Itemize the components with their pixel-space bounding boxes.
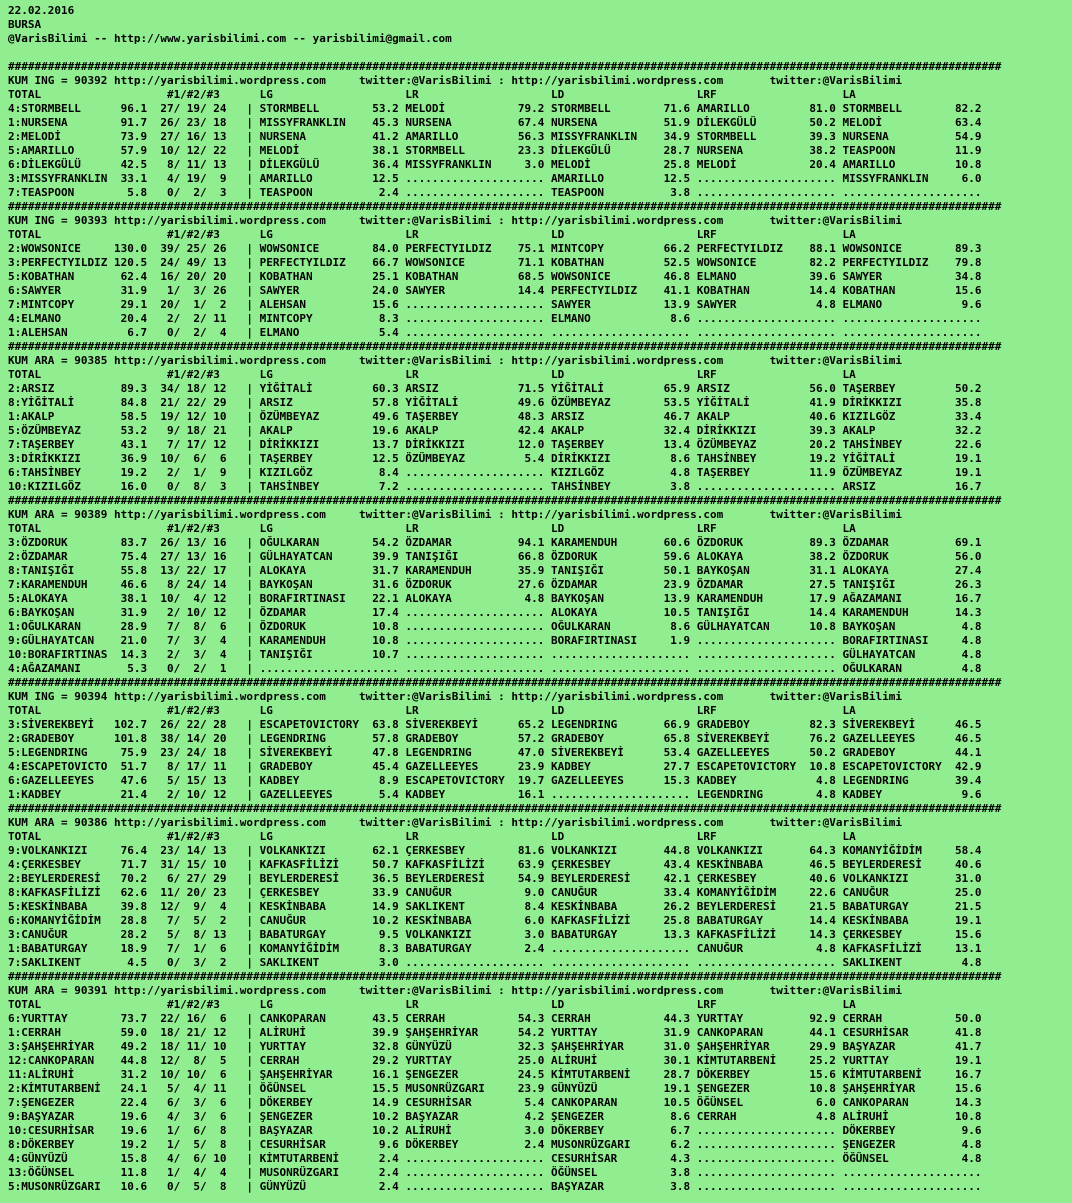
race-title: KUM ARA = 90386 http://yarisbilimi.wordpress.com twitter:@VarisBilimi : http://yarisbilimi.wordpress.com twitter:@VarisBilimi xyxy=(8,816,903,829)
section-rule: ###################################################################################################################################################### xyxy=(8,200,1002,213)
race-row: 3:MISSYFRANKLIN 33.1 4/ 19/ 9 | AMARILLO 12.5 ..................... AMARILLO 12.5 ..................... MISSYFRANKLIN 6.0 xyxy=(8,172,982,185)
section-rule: ###################################################################################################################################################### xyxy=(8,676,1002,689)
race-row: 2:MELODİ 73.9 27/ 16/ 13 | NURSENA 41.2 AMARILLO 56.3 MISSYFRANKLIN 34.9 STORMBELL 39.3 NURSENA 54.9 xyxy=(8,130,982,143)
race-row: 4:AĞAZAMANI 5.3 0/ 2/ 1 | ..................... ..................... ..................... ..................... OĞULKARAN 4.8 xyxy=(8,662,982,675)
race-row: 8:KAFKASFİLİZİ 62.6 11/ 20/ 23 | ÇERKESBEY 33.9 CANUĞUR 9.0 CANUĞUR 33.4 KOMANYİĞİDİM 22.6 CANUĞUR 25.0 xyxy=(8,886,982,899)
race-row: 2:GRADEBOY 101.8 38/ 14/ 20 | LEGENDRING 57.8 GRADEBOY 57.2 GRADEBOY 65.8 SİVEREKBEYİ 76.2 GAZELLEEYES 46.5 xyxy=(8,732,982,745)
race-row: 7:KARAMENDUH 46.6 8/ 24/ 14 | BAYKOŞAN 31.6 ÖZDORUK 27.6 ÖZDAMAR 23.9 ÖZDAMAR 27.5 TANIŞIĞI 26.3 xyxy=(8,578,982,591)
race-row: 10:KIZILGÖZ 16.0 0/ 8/ 3 | TAHSİNBEY 7.2 ..................... TAHSİNBEY 3.8 ..................... ARSIZ 16.7 xyxy=(8,480,982,493)
race-row: 12:CANKOPARAN 44.8 12/ 8/ 5 | CERRAH 29.2 YURTTAY 25.0 ALİRUHİ 30.1 KİMTUTARBENİ 25.2 YURTTAY 19.1 xyxy=(8,1054,982,1067)
race-row: 2:ARSIZ 89.3 34/ 18/ 12 | YİĞİTALİ 60.3 ARSIZ 71.5 YİĞİTALİ 65.9 ARSIZ 56.0 TAŞERBEY 50.2 xyxy=(8,382,982,395)
race-row: 6:KOMANYİĞİDİM 28.8 7/ 5/ 2 | CANUĞUR 10.2 KESKİNBABA 6.0 KAFKASFİLİZİ 25.8 BABATURGAY 14.4 KESKİNBABA 19.1 xyxy=(8,914,982,927)
race-row: 7:ŞENGEZER 22.4 6/ 3/ 6 | DÖKERBEY 14.9 CESURHİSAR 5.4 CANKOPARAN 10.5 ÖĞÜNSEL 6.0 CANKOPARAN 14.3 xyxy=(8,1096,982,1109)
race-row: 9:GÜLHAYATCAN 21.0 7/ 3/ 4 | KARAMENDUH 10.8 ..................... BORAFIRTINASI 1.9 ..................... BORAFIRTINASI 4.8 xyxy=(8,634,982,647)
race-column-header: TOTAL #1/#2/#3 LG LR LD LRF LA xyxy=(8,704,856,717)
race-row: 7:MINTCOPY 29.1 20/ 1/ 2 | ALEHSAN 15.6 ..................... SAWYER 13.9 SAWYER 4.8 ELMANO 9.6 xyxy=(8,298,982,311)
race-row: 2:BEYLERDERESİ 70.2 6/ 27/ 29 | BEYLERDERESİ 36.5 BEYLERDERESİ 54.9 BEYLERDERESİ 42.1 ÇERKESBEY 40.6 VOLKANKIZI 31.0 xyxy=(8,872,982,885)
race-column-header: TOTAL #1/#2/#3 LG LR LD LRF LA xyxy=(8,88,856,101)
race-row: 4:STORMBELL 96.1 27/ 19/ 24 | STORMBELL 53.2 MELODİ 79.2 STORMBELL 71.6 AMARILLO 81.0 STORMBELL 82.2 xyxy=(8,102,982,115)
race-row: 11:ALİRUHİ 31.2 10/ 10/ 6 | ŞAHŞEHRİYAR 16.1 ŞENGEZER 24.5 KİMTUTARBENİ 28.7 DÖKERBEY 15.6 KİMTUTARBENİ 16.7 xyxy=(8,1068,982,1081)
report-contact: @VarisBilimi -- http://www.yarisbilimi.com -- yarisbilimi@gmail.com xyxy=(8,32,452,45)
race-row: 1:AKALP 58.5 19/ 12/ 10 | ÖZÜMBEYAZ 49.6 TAŞERBEY 48.3 ARSIZ 46.7 AKALP 40.6 KIZILGÖZ 33.4 xyxy=(8,410,982,423)
race-row: 5:MUSONRÜZGARI 10.6 0/ 5/ 8 | GÜNYÜZÜ 2.4 ..................... BAŞYAZAR 3.8 ..................... ..................... xyxy=(8,1180,982,1193)
race-title: KUM ING = 90393 http://yarisbilimi.wordpress.com twitter:@VarisBilimi : http://yarisbilimi.wordpress.com twitter:@VarisBilimi xyxy=(8,214,903,227)
race-title: KUM ARA = 90391 http://yarisbilimi.wordpress.com twitter:@VarisBilimi : http://yarisbilimi.wordpress.com twitter:@VarisBilimi xyxy=(8,984,903,997)
race-row: 6:TAHSİNBEY 19.2 2/ 1/ 9 | KIZILGÖZ 8.4 ..................... KIZILGÖZ 4.8 TAŞERBEY 11.9 ÖZÜMBEYAZ 19.1 xyxy=(8,466,982,479)
race-row: 4:ELMANO 20.4 2/ 2/ 11 | MINTCOPY 8.3 ..................... ELMANO 8.6 ..................... ..................... xyxy=(8,312,982,325)
race-column-header: TOTAL #1/#2/#3 LG LR LD LRF LA xyxy=(8,522,856,535)
race-row: 1:OĞULKARAN 28.9 7/ 8/ 6 | ÖZDORUK 10.8 ..................... OĞULKARAN 8.6 GÜLHAYATCAN 10.8 BAYKOŞAN 4.8 xyxy=(8,620,982,633)
race-row: 1:NURSENA 91.7 26/ 23/ 18 | MISSYFRANKLIN 45.3 NURSENA 67.4 NURSENA 51.9 DİLEKGÜLÜ 50.2 MELODİ 63.4 xyxy=(8,116,982,129)
race-row: 3:DİRİKKIZI 36.9 10/ 6/ 6 | TAŞERBEY 12.5 ÖZÜMBEYAZ 5.4 DİRİKKIZI 8.6 TAHSİNBEY 19.2 YİĞİTALİ 19.1 xyxy=(8,452,982,465)
section-rule: ###################################################################################################################################################### xyxy=(8,970,1002,983)
spacer xyxy=(8,46,1072,60)
race-row: 10:BORAFIRTINAS 14.3 2/ 3/ 4 | TANIŞIĞI 10.7 ..................... ..................... ..................... GÜLHAYATCAN 4.8 xyxy=(8,648,982,661)
race-row: 8:YİĞİTALİ 84.8 21/ 22/ 29 | ARSIZ 57.8 YİĞİTALİ 49.6 ÖZÜMBEYAZ 53.5 YİĞİTALİ 41.9 DİRİKKIZI 35.8 xyxy=(8,396,982,409)
race-column-header: TOTAL #1/#2/#3 LG LR LD LRF LA xyxy=(8,830,856,843)
race-row: 4:ESCAPETOVICTO 51.7 8/ 17/ 11 | GRADEBOY 45.4 GAZELLEEYES 23.9 KADBEY 27.7 ESCAPETOVICTORY 10.8 ESCAPETOVICTORY 42.9 xyxy=(8,760,982,773)
race-row: 3:SİVEREKBEYİ 102.7 26/ 22/ 28 | ESCAPETOVICTORY 63.8 SİVEREKBEYİ 65.2 LEGENDRING 66.9 GRADEBOY 82.3 SİVEREKBEYİ 46.5 xyxy=(8,718,982,731)
race-row: 9:BAŞYAZAR 19.6 4/ 3/ 6 | ŞENGEZER 10.2 BAŞYAZAR 4.2 ŞENGEZER 8.6 CERRAH 4.8 ALİRUHİ 10.8 xyxy=(8,1110,982,1123)
race-row: 6:SAWYER 31.9 1/ 3/ 26 | SAWYER 24.0 SAWYER 14.4 PERFECTYILDIZ 41.1 KOBATHAN 14.4 KOBATHAN 15.6 xyxy=(8,284,982,297)
race-row: 4:GÜNYÜZÜ 15.8 4/ 6/ 10 | KİMTUTARBENİ 2.4 ..................... CESURHİSAR 4.3 ..................... ÖĞÜNSEL 4.8 xyxy=(8,1152,982,1165)
race-row: 5:KOBATHAN 62.4 16/ 20/ 20 | KOBATHAN 25.1 KOBATHAN 68.5 WOWSONICE 46.8 ELMANO 39.6 SAWYER 34.8 xyxy=(8,270,982,283)
race-row: 7:TEASPOON 5.8 0/ 2/ 3 | TEASPOON 2.4 ..................... TEASPOON 3.8 ..................... ..................... xyxy=(8,186,982,199)
race-row: 3:ŞAHŞEHRİYAR 49.2 18/ 11/ 10 | YURTTAY 32.8 GÜNYÜZÜ 32.3 ŞAHŞEHRİYAR 31.0 ŞAHŞEHRİYAR 29.9 BAŞYAZAR 41.7 xyxy=(8,1040,982,1053)
race-row: 7:TAŞERBEY 43.1 7/ 17/ 12 | DİRİKKIZI 13.7 DİRİKKIZI 12.0 TAŞERBEY 13.4 ÖZÜMBEYAZ 20.2 TAHSİNBEY 22.6 xyxy=(8,438,982,451)
race-row: 5:ÖZÜMBEYAZ 53.2 9/ 18/ 21 | AKALP 19.6 AKALP 42.4 AKALP 32.4 DİRİKKIZI 39.3 AKALP 32.2 xyxy=(8,424,982,437)
race-row: 13:ÖĞÜNSEL 11.8 1/ 4/ 4 | MUSONRÜZGARI 2.4 ..................... ÖĞÜNSEL 3.8 ..................... ..................... xyxy=(8,1166,982,1179)
race-column-header: TOTAL #1/#2/#3 LG LR LD LRF LA xyxy=(8,228,856,241)
race-row: 5:LEGENDRING 75.9 23/ 24/ 18 | SİVEREKBEYİ 47.8 LEGENDRING 47.0 SİVEREKBEYİ 53.4 GAZELLEEYES 50.2 GRADEBOY 44.1 xyxy=(8,746,982,759)
race-row: 3:PERFECTYILDIZ 120.5 24/ 49/ 13 | PERFECTYILDIZ 66.7 WOWSONICE 71.1 KOBATHAN 52.5 WOWSONICE 82.2 PERFECTYILDIZ 79.8 xyxy=(8,256,982,269)
race-row: 5:AMARILLO 57.9 10/ 12/ 22 | MELODİ 38.1 STORMBELL 23.3 DİLEKGÜLÜ 28.7 NURSENA 38.2 TEASPOON 11.9 xyxy=(8,144,982,157)
race-row: 6:GAZELLEEYES 47.6 5/ 15/ 13 | KADBEY 8.9 ESCAPETOVICTORY 19.7 GAZELLEEYES 15.3 KADBEY 4.8 LEGENDRING 39.4 xyxy=(8,774,982,787)
race-row: 10:CESURHİSAR 19.6 1/ 6/ 8 | BAŞYAZAR 10.2 ALİRUHİ 3.0 DÖKERBEY 6.7 ..................... DÖKERBEY 9.6 xyxy=(8,1124,982,1137)
race-row: 9:VOLKANKIZI 76.4 23/ 14/ 13 | VOLKANKIZI 62.1 ÇERKESBEY 81.6 VOLKANKIZI 44.8 VOLKANKIZI 64.3 KOMANYİĞİDİM 58.4 xyxy=(8,844,982,857)
race-row: 1:CERRAH 59.0 18/ 21/ 12 | ALİRUHİ 39.9 ŞAHŞEHRİYAR 54.2 YURTTAY 31.9 CANKOPARAN 44.1 CESURHİSAR 41.8 xyxy=(8,1026,982,1039)
race-row: 3:CANUĞUR 28.2 5/ 8/ 13 | BABATURGAY 9.5 VOLKANKIZI 3.0 BABATURGAY 13.3 KAFKASFİLİZİ 14.3 ÇERKESBEY 15.6 xyxy=(8,928,982,941)
race-row: 2:WOWSONICE 130.0 39/ 25/ 26 | WOWSONICE 84.0 PERFECTYILDIZ 75.1 MINTCOPY 66.2 PERFECTYILDIZ 88.1 WOWSONICE 89.3 xyxy=(8,242,982,255)
race-row: 7:SAKLIKENT 4.5 0/ 3/ 2 | SAKLIKENT 3.0 ..................... ..................... ..................... SAKLIKENT 4.8 xyxy=(8,956,982,969)
race-row: 6:YURTTAY 73.7 22/ 16/ 6 | CANKOPARAN 43.5 CERRAH 54.3 CERRAH 44.3 YURTTAY 92.9 CERRAH 50.0 xyxy=(8,1012,982,1025)
race-row: 8:DÖKERBEY 19.2 1/ 5/ 8 | CESURHİSAR 9.6 DÖKERBEY 2.4 MUSONRÜZGARI 6.2 ..................... ŞENGEZER 4.8 xyxy=(8,1138,982,1151)
race-row: 1:BABATURGAY 18.9 7/ 1/ 6 | KOMANYİĞİDİM 8.3 BABATURGAY 2.4 ..................... CANUĞUR 4.8 KAFKASFİLİZİ 13.1 xyxy=(8,942,982,955)
race-row: 2:ÖZDAMAR 75.4 27/ 13/ 16 | GÜLHAYATCAN 39.9 TANIŞIĞI 66.8 ÖZDORUK 59.6 ALOKAYA 38.2 ÖZDORUK 56.0 xyxy=(8,550,982,563)
report-date: 22.02.2016 xyxy=(8,4,75,17)
race-title: KUM ING = 90392 http://yarisbilimi.wordpress.com twitter:@VarisBilimi : http://yarisbilimi.wordpress.com twitter:@VarisBilimi xyxy=(8,74,903,87)
race-row: 8:TANIŞIĞI 55.8 13/ 22/ 17 | ALOKAYA 31.7 KARAMENDUH 35.9 TANIŞIĞI 50.1 BAYKOŞAN 31.1 ALOKAYA 27.4 xyxy=(8,564,982,577)
race-row: 1:KADBEY 21.4 2/ 10/ 12 | GAZELLEEYES 5.4 KADBEY 16.1 ..................... LEGENDRING 4.8 KADBEY 9.6 xyxy=(8,788,982,801)
race-title: KUM ING = 90394 http://yarisbilimi.wordpress.com twitter:@VarisBilimi : http://yarisbilimi.wordpress.com twitter:@VarisBilimi xyxy=(8,690,903,703)
race-column-header: TOTAL #1/#2/#3 LG LR LD LRF LA xyxy=(8,998,856,1011)
section-rule: ###################################################################################################################################################### xyxy=(8,340,1002,353)
race-row: 3:ÖZDORUK 83.7 26/ 13/ 16 | OĞULKARAN 54.2 ÖZDAMAR 94.1 KARAMENDUH 60.6 ÖZDORUK 89.3 ÖZDAMAR 69.1 xyxy=(8,536,982,549)
race-column-header: TOTAL #1/#2/#3 LG LR LD LRF LA xyxy=(8,368,856,381)
section-rule: ###################################################################################################################################################### xyxy=(8,494,1002,507)
race-row: 1:ALEHSAN 6.7 0/ 2/ 4 | ELMANO 5.4 ..................... ..................... ..................... ..................... xyxy=(8,326,982,339)
race-row: 2:KİMTUTARBENİ 24.1 5/ 4/ 11 | ÖĞÜNSEL 15.5 MUSONRÜZGARI 23.9 GÜNYÜZÜ 19.1 ŞENGEZER 10.8 ŞAHŞEHRİYAR 15.6 xyxy=(8,1082,982,1095)
race-row: 5:ALOKAYA 38.1 10/ 4/ 12 | BORAFIRTINASI 22.1 ALOKAYA 4.8 BAYKOŞAN 13.9 KARAMENDUH 17.9 AĞAZAMANI 16.7 xyxy=(8,592,982,605)
race-title: KUM ARA = 90389 http://yarisbilimi.wordpress.com twitter:@VarisBilimi : http://yarisbilimi.wordpress.com twitter:@VarisBilimi xyxy=(8,508,903,521)
section-rule: ###################################################################################################################################################### xyxy=(8,60,1002,73)
report-city: BURSA xyxy=(8,18,42,31)
race-row: 6:DİLEKGÜLÜ 42.5 8/ 11/ 13 | DİLEKGÜLÜ 36.4 MISSYFRANKLIN 3.0 MELODİ 25.8 MELODİ 20.4 AMARILLO 10.8 xyxy=(8,158,982,171)
race-row: 4:ÇERKESBEY 71.7 31/ 15/ 10 | KAFKASFİLİZİ 50.7 KAFKASFİLİZİ 63.9 ÇERKESBEY 43.4 KESKİNBABA 46.5 BEYLERDERESİ 40.6 xyxy=(8,858,982,871)
race-title: KUM ARA = 90385 http://yarisbilimi.wordpress.com twitter:@VarisBilimi : http://yarisbilimi.wordpress.com twitter:@VarisBilimi xyxy=(8,354,903,367)
race-row: 6:BAYKOŞAN 31.9 2/ 10/ 12 | ÖZDAMAR 17.4 ..................... ALOKAYA 10.5 TANIŞIĞI 14.4 KARAMENDUH 14.3 xyxy=(8,606,982,619)
section-rule: ###################################################################################################################################################### xyxy=(8,802,1002,815)
race-row: 5:KESKİNBABA 39.8 12/ 9/ 4 | KESKİNBABA 14.9 SAKLIKENT 8.4 KESKİNBABA 26.2 BEYLERDERESİ 21.5 BABATURGAY 21.5 xyxy=(8,900,982,913)
